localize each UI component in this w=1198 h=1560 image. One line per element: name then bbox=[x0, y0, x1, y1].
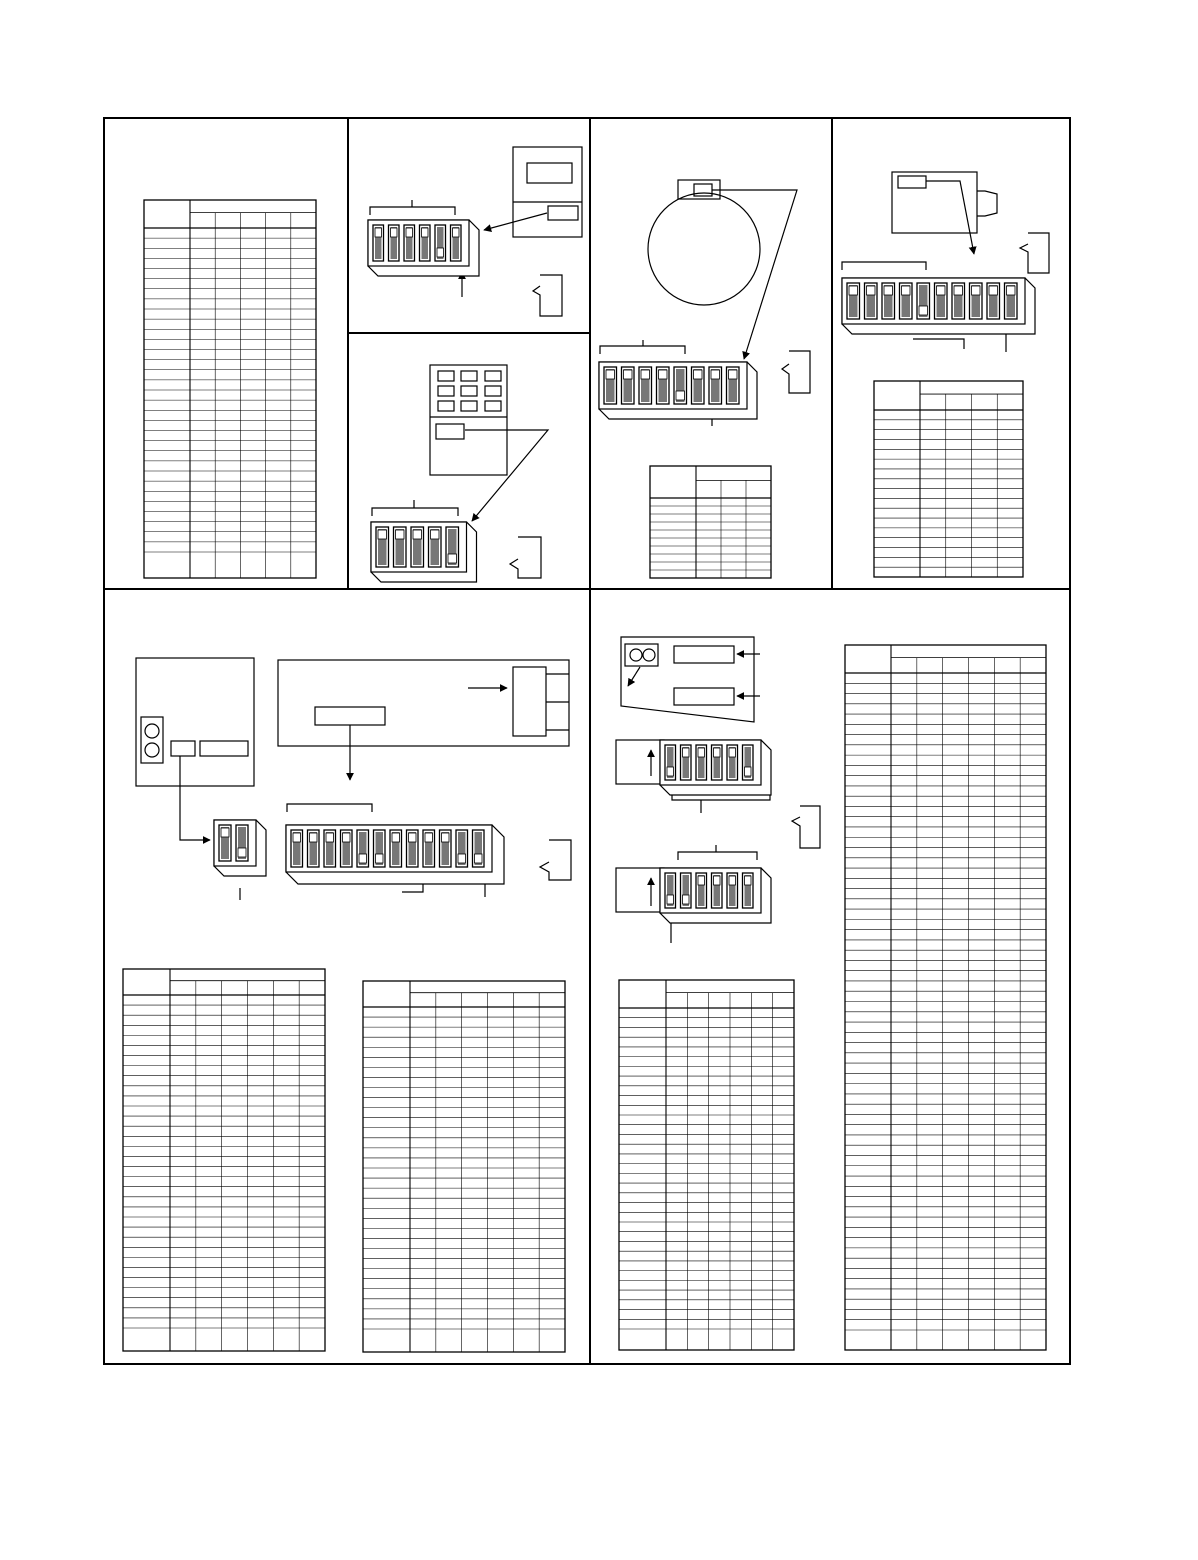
table-layer bbox=[123, 200, 1046, 1352]
table-panel-6-left bbox=[123, 969, 325, 1351]
table-panel-5 bbox=[874, 381, 1023, 577]
dip-switch-actuator bbox=[667, 895, 674, 904]
upper-switch-location bbox=[674, 646, 734, 663]
dip-switch-actuator bbox=[475, 854, 483, 863]
dip-switch-actuator bbox=[453, 228, 460, 237]
table-panel-1 bbox=[144, 200, 316, 578]
dip-switch-actuator bbox=[884, 286, 893, 295]
board-connector bbox=[513, 667, 546, 736]
small-switch-location bbox=[171, 741, 195, 756]
dip-switch-actuator bbox=[437, 248, 444, 257]
key-1 bbox=[438, 371, 454, 381]
upper-switch-bracket bbox=[672, 793, 770, 813]
dip-switch-actuator bbox=[409, 833, 417, 842]
dip-switch-actuator bbox=[698, 876, 705, 885]
key-5 bbox=[461, 386, 477, 396]
dip-switch-actuator bbox=[714, 748, 721, 757]
key-6 bbox=[485, 386, 501, 396]
on-off-indicator bbox=[540, 840, 571, 880]
on-off-indicator bbox=[510, 537, 541, 578]
lower-switch-cover bbox=[616, 868, 664, 912]
table-panel-7-right bbox=[845, 645, 1046, 1350]
jumper-pin-2 bbox=[145, 743, 159, 757]
device-switch-location bbox=[898, 176, 926, 188]
dip-switch-panel-7-lower bbox=[660, 868, 771, 923]
key-2 bbox=[461, 371, 477, 381]
key-9 bbox=[485, 401, 501, 411]
device-window bbox=[527, 163, 572, 183]
key-7 bbox=[438, 401, 454, 411]
table-border bbox=[144, 200, 316, 578]
location-arrow bbox=[926, 181, 974, 254]
table-panel-4 bbox=[650, 466, 771, 578]
switch-group-bracket bbox=[370, 200, 455, 215]
dip-switch-panel-6-large bbox=[286, 825, 504, 884]
dip-switch-panel-4 bbox=[599, 362, 757, 419]
dip-switch-actuator bbox=[378, 530, 387, 539]
low-bracket bbox=[913, 339, 964, 349]
dip-switch-panel-6-small bbox=[214, 820, 266, 876]
dip-switch-actuator bbox=[729, 876, 736, 885]
on-off-indicator bbox=[782, 351, 810, 393]
dip-switch-actuator bbox=[694, 370, 703, 379]
round-device bbox=[648, 193, 760, 305]
dip-switch-actuator bbox=[729, 370, 738, 379]
dip-switch-actuator bbox=[396, 530, 405, 539]
key-4 bbox=[438, 386, 454, 396]
lower-switch-location bbox=[674, 688, 734, 705]
table-border bbox=[845, 645, 1046, 1350]
dip-switch-actuator bbox=[326, 833, 334, 842]
dip-switch-actuator bbox=[954, 286, 963, 295]
dip-switch-actuator bbox=[745, 876, 752, 885]
dip-switch-actuator bbox=[606, 370, 615, 379]
dip-switch-actuator bbox=[711, 370, 720, 379]
module-outline bbox=[136, 658, 254, 786]
table-border bbox=[123, 969, 325, 1351]
switch-group-bracket bbox=[842, 262, 926, 270]
dip-switch-actuator bbox=[667, 767, 674, 776]
jumper-pin-1 bbox=[630, 649, 642, 661]
dip-switch-layer bbox=[214, 220, 1035, 923]
device-switch-location bbox=[548, 206, 578, 220]
board-switch-location bbox=[315, 707, 385, 725]
table-panel-7-left bbox=[619, 980, 794, 1350]
dip-switch-actuator bbox=[989, 286, 998, 295]
jumper-pin-2 bbox=[643, 649, 655, 661]
dip-switch-actuator bbox=[458, 854, 466, 863]
dip-switch-actuator bbox=[422, 228, 429, 237]
switch-group-bracket bbox=[372, 500, 458, 516]
table-border bbox=[363, 981, 565, 1352]
dip-switch-panel-7-upper bbox=[660, 740, 771, 795]
small-switch-arrow bbox=[180, 756, 210, 840]
dip-switch-actuator bbox=[849, 286, 858, 295]
dip-switch-actuator bbox=[683, 748, 690, 757]
dip-switch-panel-2 bbox=[368, 220, 479, 276]
dip-switch-actuator bbox=[376, 854, 384, 863]
jumper-pin-1 bbox=[145, 724, 159, 738]
dip-switch-actuator bbox=[745, 767, 752, 776]
dip-switch-panel-5 bbox=[842, 278, 1035, 334]
dip-switch-actuator bbox=[714, 876, 721, 885]
dip-switch-actuator bbox=[641, 370, 650, 379]
dip-switch-actuator bbox=[310, 833, 318, 842]
dip-switch-actuator bbox=[442, 833, 450, 842]
dip-switch-actuator bbox=[937, 286, 946, 295]
on-off-indicator bbox=[533, 275, 562, 316]
key-3 bbox=[485, 371, 501, 381]
lower-switch-bracket bbox=[678, 845, 757, 860]
dip-switch-actuator bbox=[425, 833, 433, 842]
dip-switch-actuator bbox=[392, 833, 400, 842]
dip-switch-actuator bbox=[448, 554, 457, 563]
dip-switch-actuator bbox=[729, 748, 736, 757]
upper-switch-cover bbox=[616, 740, 664, 784]
device-switch-location bbox=[436, 424, 464, 439]
on-off-indicator bbox=[792, 806, 820, 848]
jumper-arrow bbox=[628, 667, 640, 686]
dip-switch-actuator bbox=[676, 391, 685, 400]
dip-switch-actuator bbox=[293, 833, 301, 842]
dip-switch-actuator bbox=[902, 286, 911, 295]
dip-switch-actuator bbox=[683, 895, 690, 904]
table-panel-6-right bbox=[363, 981, 565, 1352]
large-switch-location bbox=[200, 741, 248, 756]
dip-switch-actuator bbox=[221, 828, 229, 837]
device-outline bbox=[513, 147, 582, 237]
dip-switch-actuator bbox=[1007, 286, 1016, 295]
dip-switch-actuator bbox=[359, 854, 367, 863]
dip-switch-actuator bbox=[406, 228, 413, 237]
device-connector bbox=[977, 191, 997, 216]
dip-switch-actuator bbox=[972, 286, 981, 295]
dip-switch-actuator bbox=[343, 833, 351, 842]
dip-switch-actuator bbox=[698, 748, 705, 757]
dip-switch-actuator bbox=[375, 228, 382, 237]
switch-group-bracket bbox=[600, 340, 685, 354]
dip-switch-actuator bbox=[431, 530, 440, 539]
dip-switch-actuator bbox=[238, 848, 246, 857]
dip-switch-actuator bbox=[919, 306, 928, 315]
switch-group-bracket bbox=[287, 804, 372, 812]
dip-switch-actuator bbox=[867, 286, 876, 295]
dip-switch-actuator bbox=[624, 370, 633, 379]
board-outline bbox=[278, 660, 569, 746]
table-border bbox=[619, 980, 794, 1350]
location-arrow bbox=[484, 213, 547, 230]
on-off-indicator bbox=[1020, 233, 1049, 273]
dip-switch-panel-3 bbox=[371, 522, 477, 582]
key-8 bbox=[461, 401, 477, 411]
device-switch-location bbox=[694, 184, 712, 196]
dip-switch-actuator bbox=[391, 228, 398, 237]
dip-switch-actuator bbox=[659, 370, 668, 379]
dip-switch-actuator bbox=[413, 530, 422, 539]
